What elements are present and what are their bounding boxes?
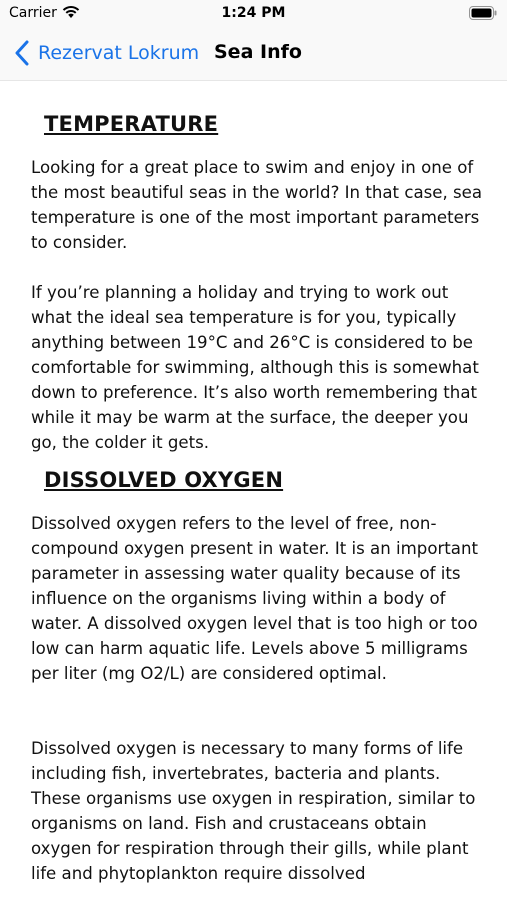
temperature-paragraph-2: If you’re planning a holiday and trying to work out what the ideal sea temperature is for you, typically anything between 19°C and 26°C is considered to be comfortable for swimming, although this is somewhat down to preference. It’s also worth remembering that while it may be warm at the surface, the deeper you go, the colder it gets.: [31, 283, 479, 452]
carrier-label: Carrier: [9, 5, 57, 21]
section-title-temperature: TEMPERATURE: [44, 112, 219, 136]
chevron-left-icon: [14, 40, 30, 66]
oxygen-paragraph-2: Dissolved oxygen is necessary to many forms of life including fish, invertebrates, bacteria and plants. These organisms use oxygen in respiration, similar to organisms on land. Fish and crustaceans obtain oxygen for respiration through their gills, while plant life and phytoplankton require dissolved: [31, 739, 476, 883]
navigation-bar: [0, 28, 507, 81]
back-button-label: Rezervat Lokrum: [38, 42, 200, 64]
back-button[interactable]: [14, 37, 199, 69]
page-title: Sea Info: [214, 41, 302, 63]
status-bar: [0, 0, 507, 28]
oxygen-paragraph-1: Dissolved oxygen refers to the level of free, non-compound oxygen present in water. It is an important parameter in assessing water quality because of its influence on the organisms living within a body of water. A dissolved oxygen level that is too high or too low can harm aquatic life. Levels above 5 milligrams per liter (mg O2/L) are considered optimal.: [31, 514, 478, 683]
temperature-paragraph-1: Looking for a great place to swim and enjoy in one of the most beautiful seas in the world? In that case, sea temperature is one of the most important parameters to consider.: [31, 158, 483, 252]
status-time: 1:24 PM: [221, 5, 286, 21]
section-title-dissolved-oxygen: DISSOLVED OXYGEN: [44, 468, 284, 492]
sea-info-content[interactable]: [0, 80, 507, 900]
battery-icon: [469, 6, 497, 20]
